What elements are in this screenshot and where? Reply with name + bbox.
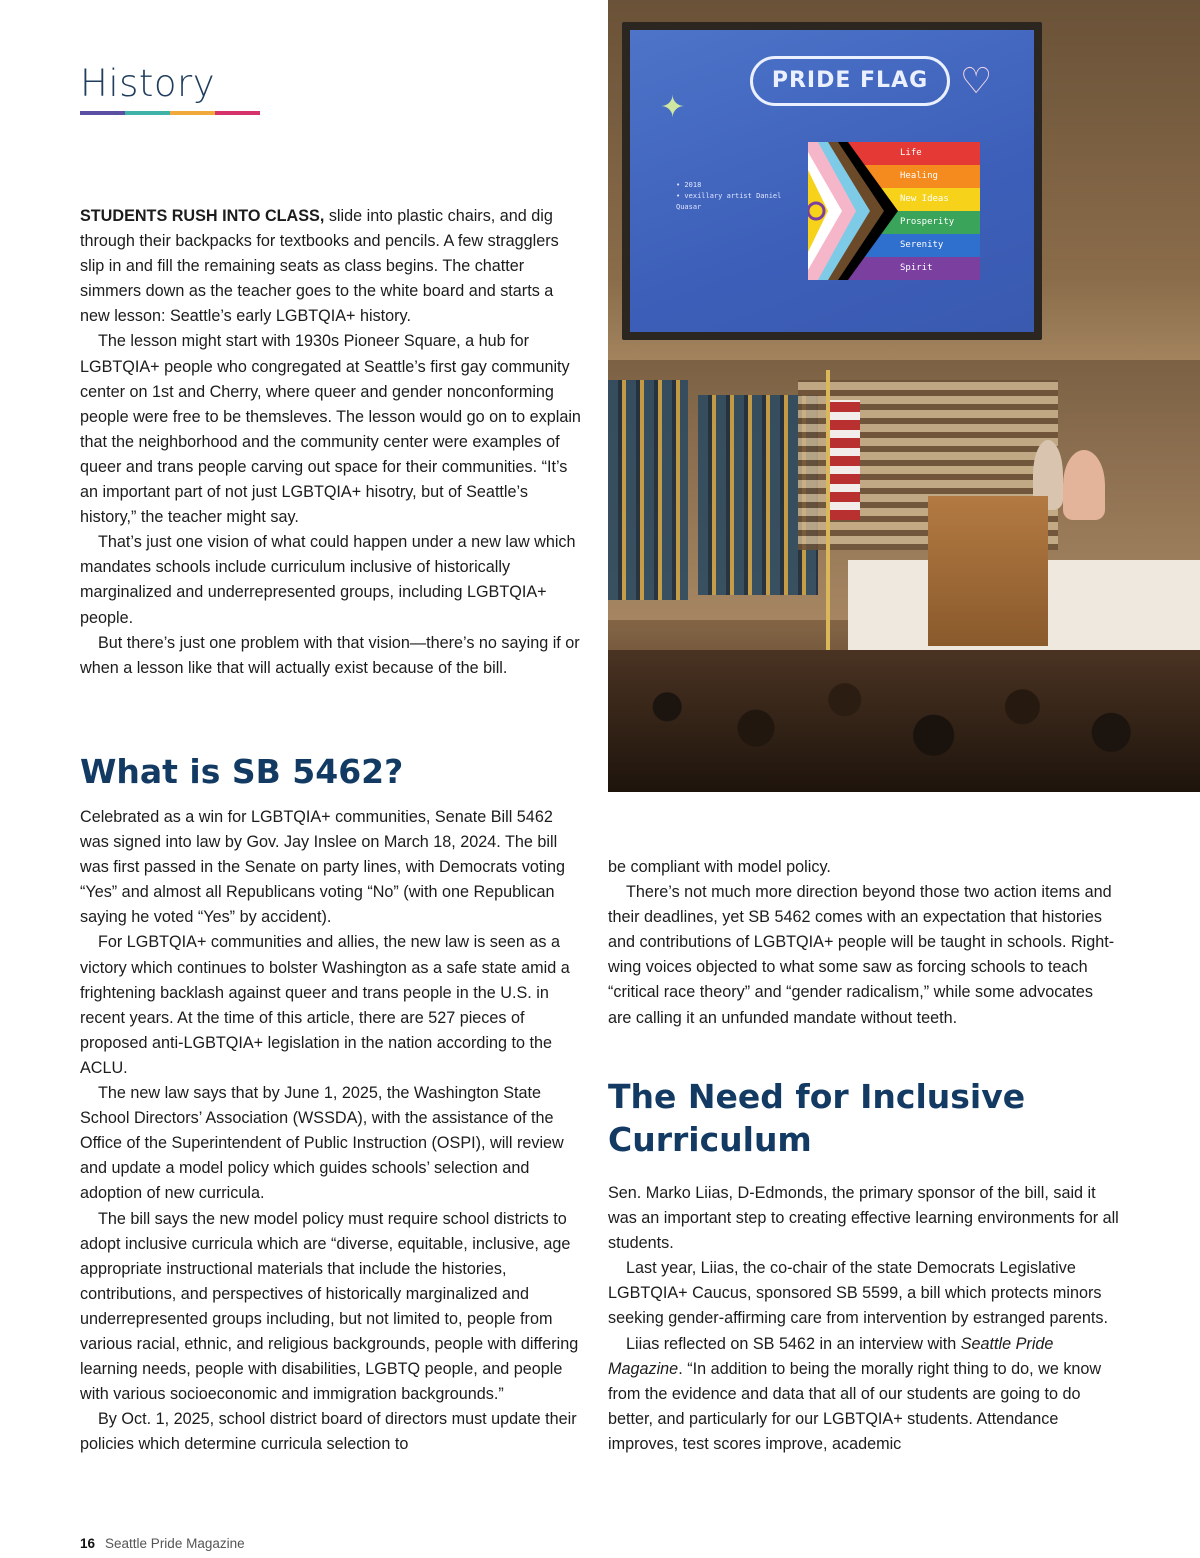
heading-need-for-inclusive-curriculum: The Need for Inclusive Curriculum: [608, 1077, 1026, 1159]
shooting-star-icon: ✦: [660, 91, 686, 124]
page-number: 16: [80, 1536, 96, 1551]
rainbow-divider: [80, 111, 260, 115]
lead-in: STUDENTS RUSH INTO CLASS,: [80, 207, 325, 225]
sb5462-column-left: [80, 805, 586, 1457]
publication-name: Seattle Pride Magazine: [105, 1536, 245, 1551]
flag-stripe-prosperity: Prosperity: [808, 211, 980, 234]
flag-stripe-serenity: Serenity: [808, 234, 980, 257]
intro-paragraph-1: [80, 204, 586, 329]
intro-paragraph-2: The lesson might start with 1930s Pioneer Square, a hub for LGBTQIA+ people who congregated at Seattle’s first gay community center on 1st and Cherry, where queer and gender nonconforming people were free to be themsleves. The lesson would go on to explain that the neighborhood and the community center were examples of queer and trans people carving out space for their communities. “It’s an important part of not just LGBTQIA+ hisotry, but of Seattle’s history,” the teacher might say.: [80, 332, 581, 527]
need-paragraph-3-rest: . “In addition to being the morally right thing to do, we know from the evidence and data that all of our students are going to do better, and particularly for our LGBTQIA+ students. Attendance improves, test scores improve, academic: [608, 1359, 1102, 1453]
sb5462-paragraph-5: By Oct. 1, 2025, school district board of directors must update their policies which determine curricula selection to: [80, 1410, 577, 1454]
heart-icon: ♡: [960, 60, 993, 101]
slide-notes: [676, 180, 796, 213]
need-paragraph-3-start: Liias reflected on SB 5462 in an interview with: [626, 1334, 961, 1353]
audience: [608, 650, 1200, 792]
sb5462-paragraph-6: There’s not much more direction beyond those two action items and their deadlines, yet SB 5462 comes with an expectation that histories and contributions of LGBTQIA+ people will be taught in schools. Right-wing voices objected to what some saw as forcing schools to teach “critical race theory” and “gender radicalism,” while some advocates are calling it an unfunded mandate without teeth.: [608, 883, 1115, 1027]
event-photo: [608, 0, 1200, 792]
intro-column: [80, 204, 586, 681]
flag-stripe-new-ideas: New Ideas: [808, 188, 980, 211]
slide-note-artist: • vexillary artist Daniel Quasar: [676, 192, 782, 211]
sb5462-paragraph-2: For LGBTQIA+ communities and allies, the new law is seen as a victory which continues to bolster Washington as a safe state amid a frightening backlash against queer and trans people in the U.S. in recent years. At the time of this article, there are 527 pieces of proposed anti-LGBTQIA+ legislation in the nation according to the ACLU.: [80, 933, 570, 1077]
sb5462-paragraph-3: The new law says that by June 1, 2025, the Washington State School Directors’ Association (WSSDA), with the assistance of the Office of the Superintendent of Public Instruction (OSPI), will review and update a model policy which guides schools’ selection and adoption of new curricula.: [80, 1084, 564, 1203]
sb5462-paragraph-4: The bill says the new model policy must require school districts to adopt inclusive curricula which are “diverse, equitable, inclusive, age appropriate instructional materials that include the histories, contributions, and perspectives of historically marginalized and underrepresented groups including, but not limited to, people from various racial, ethnic, and religious backgrounds, people with differing learning needs, people with disabilities, LGBTQ people, and people with various socioeconomic and immigration backgrounds.”: [80, 1209, 579, 1404]
rainbow-segment-4: [215, 111, 260, 115]
rainbow-segment-2: [125, 111, 170, 115]
intro-paragraph-4: But there’s just one problem with that vision—there’s no saying if or when a lesson like that will actually exist because of the bill.: [80, 633, 580, 677]
flag-chevron: [808, 142, 918, 280]
intro-paragraph-1-text: slide into plastic chairs, and dig through their backpacks for textbooks and pencils. A few stragglers slip in and fill the remaining seats as class begins. The chatter simmers down as the teacher goes to the white board and starts a new lesson: Seattle’s early LGBTQIA+ history.: [80, 207, 559, 326]
sb5462-paragraph-5-continued: be compliant with model policy.: [608, 858, 831, 876]
flag-stripe-life: Life: [808, 142, 980, 165]
intro-paragraph-3: That’s just one vision of what could happen under a new law which mandates schools include curriculum inclusive of historically marginalized and underrepresented groups, including LGBTQIA+ people.: [80, 533, 576, 627]
need-column: [608, 1181, 1120, 1457]
sb5462-column-right: [608, 855, 1120, 1031]
rainbow-segment-1: [80, 111, 125, 115]
podium: [928, 496, 1048, 646]
rainbow-segment-3: [170, 111, 215, 115]
flag-stripe-spirit: Spirit: [808, 257, 980, 280]
page-footer: [80, 1536, 245, 1551]
projection-screen: [630, 30, 1034, 332]
heading-what-is-sb5462: What is SB 5462?: [80, 752, 404, 791]
section-title: History: [80, 62, 216, 105]
slide-note-year: • 2018: [676, 181, 702, 189]
need-paragraph-3: [608, 1332, 1120, 1457]
magazine-title: Seattle Pride Magazine: [608, 1334, 1054, 1378]
us-flag: [830, 400, 860, 520]
flag-stripe-healing: Healing: [808, 165, 980, 188]
speaker-2: [1063, 450, 1105, 520]
need-paragraph-2: Last year, Liias, the co-chair of the state Democrats Legislative LGBTQIA+ Caucus, sponsored SB 5599, a bill which protects minors seeking gender-affirming care from intervention by estranged parents.: [608, 1259, 1108, 1328]
stained-glass-window-left: [608, 380, 688, 600]
sb5462-paragraph-1: Celebrated as a win for LGBTQIA+ communities, Senate Bill 5462 was signed into law by Gov. Jay Inslee on March 18, 2024. The bill was first passed in the Senate on party lines, with Democrats voting “Yes” and almost all Republicans voting “No” (with one Republican saying he voted “Yes” by accident).: [80, 808, 565, 927]
slide-title: PRIDE FLAG: [750, 56, 950, 106]
need-paragraph-1: Sen. Marko Liias, D-Edmonds, the primary sponsor of the bill, said it was an important step to creating effective learning environments for all students.: [608, 1184, 1119, 1253]
progress-pride-flag: [808, 142, 980, 280]
